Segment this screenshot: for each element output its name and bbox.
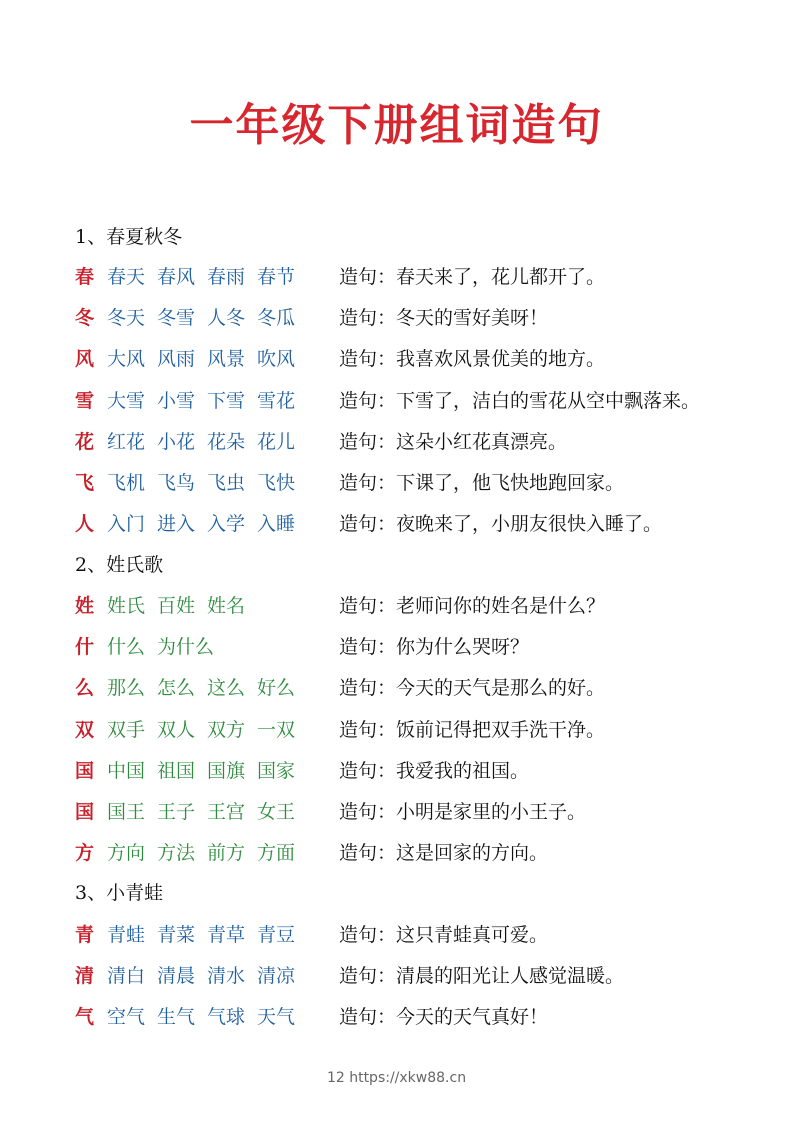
page-title: 一年级下册组词造句 bbox=[189, 100, 604, 151]
example-sentence: 造句：下课了，他飞快地跑回家。 bbox=[339, 472, 625, 494]
word-group bbox=[107, 756, 307, 786]
compound-word: 国王 bbox=[107, 801, 146, 823]
compound-word: 好么 bbox=[257, 677, 296, 700]
key-character: 么 bbox=[75, 677, 95, 700]
word-row bbox=[75, 756, 775, 786]
compound-word: 风景 bbox=[207, 348, 246, 371]
compound-word: 王宫 bbox=[207, 801, 246, 823]
compound-word: 青豆 bbox=[257, 924, 296, 946]
section-heading: 2、姓氏歌 bbox=[75, 554, 164, 576]
compound-word: 花儿 bbox=[257, 430, 296, 453]
compound-word: 双方 bbox=[207, 718, 246, 741]
word-group bbox=[107, 797, 307, 827]
compound-word: 青草 bbox=[207, 924, 246, 946]
key-character: 姓 bbox=[75, 595, 95, 617]
word-row bbox=[75, 591, 775, 621]
key-character: 国 bbox=[75, 759, 95, 782]
compound-word: 飞虫 bbox=[207, 472, 246, 494]
example-sentence: 造句：我喜欢风景优美的地方。 bbox=[339, 348, 606, 371]
compound-word: 那么 bbox=[107, 677, 146, 700]
word-row bbox=[75, 920, 775, 950]
compound-word: 大雪 bbox=[107, 389, 146, 412]
word-group bbox=[107, 344, 307, 374]
compound-word: 进入 bbox=[157, 513, 196, 536]
key-character: 国 bbox=[75, 801, 95, 823]
example-sentence: 造句：春天来了，花儿都开了。 bbox=[339, 266, 606, 288]
compound-word: 青蛙 bbox=[107, 924, 146, 946]
example-sentence: 造句：这是回家的方向。 bbox=[339, 842, 549, 865]
compound-word: 冬瓜 bbox=[257, 307, 296, 330]
word-group bbox=[107, 920, 307, 950]
compound-word: 国家 bbox=[257, 759, 296, 782]
compound-word: 春天 bbox=[107, 266, 146, 288]
compound-word: 这么 bbox=[207, 677, 246, 700]
example-sentence: 造句：小明是家里的小王子。 bbox=[339, 801, 587, 823]
word-group bbox=[107, 673, 307, 703]
example-sentence: 造句：夜晚来了，小朋友很快入睡了。 bbox=[339, 513, 663, 536]
compound-word: 女王 bbox=[257, 801, 296, 823]
word-group bbox=[107, 303, 307, 333]
example-sentence: 造句：下雪了，洁白的雪花从空中飘落来。 bbox=[339, 389, 701, 412]
compound-word: 姓氏 bbox=[107, 595, 146, 617]
example-sentence: 造句：老师问你的姓名是什么？ bbox=[339, 595, 606, 617]
compound-word: 清水 bbox=[207, 965, 246, 988]
key-character: 花 bbox=[75, 430, 95, 453]
compound-word: 百姓 bbox=[157, 595, 196, 617]
compound-word: 王子 bbox=[157, 801, 196, 823]
compound-word: 雪花 bbox=[257, 389, 296, 412]
key-character: 风 bbox=[75, 348, 95, 371]
word-group bbox=[107, 591, 257, 621]
word-group bbox=[107, 838, 307, 868]
compound-word: 入睡 bbox=[257, 513, 296, 536]
compound-word: 下雪 bbox=[207, 389, 246, 412]
example-sentence: 造句：饭前记得把双手洗干净。 bbox=[339, 718, 606, 741]
compound-word: 入门 bbox=[107, 513, 146, 536]
compound-word: 方向 bbox=[107, 842, 146, 865]
compound-word: 姓名 bbox=[207, 595, 246, 617]
compound-word: 花朵 bbox=[207, 430, 246, 453]
example-sentence: 造句：今天的天气是那么的好。 bbox=[339, 677, 606, 700]
compound-word: 入学 bbox=[207, 513, 246, 536]
compound-word: 吹风 bbox=[257, 348, 296, 371]
compound-word: 方法 bbox=[157, 842, 196, 865]
section-heading: 3、小青蛙 bbox=[75, 882, 164, 904]
key-character: 人 bbox=[75, 513, 95, 536]
key-character: 春 bbox=[75, 266, 95, 288]
key-character: 什 bbox=[75, 636, 95, 659]
key-character: 方 bbox=[75, 842, 95, 865]
example-sentence: 造句：我爱我的祖国。 bbox=[339, 759, 530, 782]
word-row bbox=[75, 303, 775, 333]
word-group bbox=[107, 386, 307, 416]
compound-word: 空气 bbox=[107, 1006, 146, 1029]
compound-word: 飞机 bbox=[107, 472, 146, 494]
compound-word: 人冬 bbox=[207, 307, 246, 330]
compound-word: 为什么 bbox=[157, 636, 215, 659]
compound-word: 冬雪 bbox=[157, 307, 196, 330]
compound-word: 国旗 bbox=[207, 759, 246, 782]
word-row bbox=[75, 632, 775, 662]
compound-word: 红花 bbox=[107, 430, 146, 453]
word-group bbox=[107, 961, 307, 991]
word-row bbox=[75, 673, 775, 703]
compound-word: 小花 bbox=[157, 430, 196, 453]
example-sentence: 造句：这只青蛙真可爱。 bbox=[339, 924, 549, 946]
compound-word: 双手 bbox=[107, 718, 146, 741]
key-character: 双 bbox=[75, 718, 95, 741]
word-row bbox=[75, 838, 775, 868]
compound-word: 祖国 bbox=[157, 759, 196, 782]
word-group bbox=[107, 715, 307, 745]
key-character: 飞 bbox=[75, 472, 95, 494]
word-group bbox=[107, 1002, 307, 1032]
compound-word: 春雨 bbox=[207, 266, 246, 288]
word-row bbox=[75, 1002, 775, 1032]
compound-word: 春风 bbox=[157, 266, 196, 288]
compound-word: 清白 bbox=[107, 965, 146, 988]
word-group bbox=[107, 262, 307, 292]
key-character: 雪 bbox=[75, 389, 95, 412]
key-character: 冬 bbox=[75, 307, 95, 330]
compound-word: 飞鸟 bbox=[157, 472, 196, 494]
example-sentence: 造句：你为什么哭呀？ bbox=[339, 636, 530, 659]
word-row bbox=[75, 427, 775, 457]
compound-word: 双人 bbox=[157, 718, 196, 741]
key-character: 清 bbox=[75, 965, 95, 988]
word-row bbox=[75, 262, 775, 292]
example-sentence: 造句：今天的天气真好！ bbox=[339, 1006, 549, 1029]
compound-word: 风雨 bbox=[157, 348, 196, 371]
compound-word: 中国 bbox=[107, 759, 146, 782]
compound-word: 什么 bbox=[107, 636, 146, 659]
compound-word: 天气 bbox=[257, 1006, 296, 1029]
compound-word: 清晨 bbox=[157, 965, 196, 988]
example-sentence: 造句：冬天的雪好美呀！ bbox=[339, 307, 549, 330]
word-group bbox=[107, 509, 307, 539]
compound-word: 气球 bbox=[207, 1006, 246, 1029]
word-row bbox=[75, 797, 775, 827]
key-character: 青 bbox=[75, 924, 95, 946]
compound-word: 青菜 bbox=[157, 924, 196, 946]
compound-word: 大风 bbox=[107, 348, 146, 371]
word-row bbox=[75, 961, 775, 991]
compound-word: 冬天 bbox=[107, 307, 146, 330]
compound-word: 怎么 bbox=[157, 677, 196, 700]
compound-word: 一双 bbox=[257, 718, 296, 741]
compound-word: 小雪 bbox=[157, 389, 196, 412]
compound-word: 方面 bbox=[257, 842, 296, 865]
section-heading: 1、春夏秋冬 bbox=[75, 226, 183, 248]
key-character: 气 bbox=[75, 1006, 95, 1029]
compound-word: 生气 bbox=[157, 1006, 196, 1029]
word-row bbox=[75, 468, 775, 498]
word-group bbox=[107, 468, 307, 498]
word-row bbox=[75, 509, 775, 539]
compound-word: 春节 bbox=[257, 266, 296, 288]
page-footer: 12 https://xkw88.cn bbox=[326, 1070, 467, 1086]
word-group bbox=[107, 632, 226, 662]
example-sentence: 造句：这朵小红花真漂亮。 bbox=[339, 430, 568, 453]
compound-word: 飞快 bbox=[257, 472, 296, 494]
example-sentence: 造句：清晨的阳光让人感觉温暖。 bbox=[339, 965, 625, 988]
compound-word: 前方 bbox=[207, 842, 246, 865]
compound-word: 清凉 bbox=[257, 965, 296, 988]
word-row bbox=[75, 344, 775, 374]
word-group bbox=[107, 427, 307, 457]
word-row bbox=[75, 386, 775, 416]
word-row bbox=[75, 715, 775, 745]
